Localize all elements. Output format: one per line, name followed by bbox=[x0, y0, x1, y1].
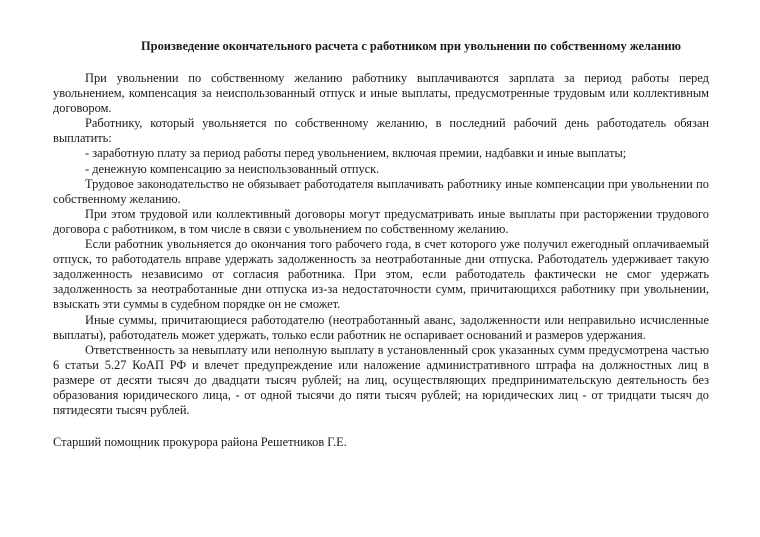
paragraph: Иные суммы, причитающиеся работодателю (неотработанный аванс, задолженности или неправильно исчисленные выплаты), работодатель может удержать, только если работник не оспаривает оснований и размеров удержания. bbox=[53, 312, 709, 342]
document-page bbox=[53, 38, 709, 450]
list-item: - заработную плату за период работы перед увольнением, включая премии, надбавки и иные выплаты; bbox=[85, 146, 627, 161]
paragraph: Трудовое законодательство не обязывает работодателя выплачивать работнику иные компенсации при увольнении по собственному желанию. bbox=[53, 176, 709, 206]
paragraph: При увольнении по собственному желанию работнику выплачиваются зарплата за период работы перед увольнением, компенсация за неиспользованный отпуск и иные выплаты, предусмотренные трудовым или коллективным договором. bbox=[53, 71, 709, 116]
paragraph: При этом трудовой или коллективный договоры могут предусматривать иные выплаты при расторжении трудового договора с работником, в том числе в связи с увольнением по собственному желанию. bbox=[53, 206, 709, 236]
paragraph: Ответственность за невыплату или неполную выплату в установленный срок указанных сумм предусмотрена частью 6 статьи 5.27 КоАП РФ и влечет предупреждение или наложение административного штрафа на должностных лиц в размере от десяти тысяч до двадцати тысяч рублей; на лиц, осуществляющих предпринимательскую деятельность без образования юридического лица, - от одной тысячи до пяти тысяч рублей; на юридических лиц - от тридцати тысяч до пятидесяти тысяч рублей. bbox=[53, 342, 709, 418]
paragraph: Работнику, который увольняется по собственному желанию, в последний рабочий день работодатель обязан выплатить: bbox=[53, 116, 709, 146]
document-title: Произведение окончательного расчета с работником при увольнении по собственному желанию bbox=[141, 39, 681, 53]
signature: Старший помощник прокурора района Решетников Г.Е. bbox=[53, 435, 347, 450]
paragraph: Если работник увольняется до окончания того рабочего года, в счет которого уже получил ежегодный оплачиваемый отпуск, то работодатель вправе удержать задолженность за неотработанные дни отпуска. Работодатель удерживает такую задолженность независимо от согласия работника. При этом, если работодатель фактически не смог удержать задолженность за неотработанные дни отпуска из-за недостаточности сумм, причитающихся работнику при увольнении, взыскать эти суммы в судебном порядке он не сможет. bbox=[53, 237, 709, 312]
list-item: - денежную компенсацию за неиспользованный отпуск. bbox=[85, 161, 380, 176]
